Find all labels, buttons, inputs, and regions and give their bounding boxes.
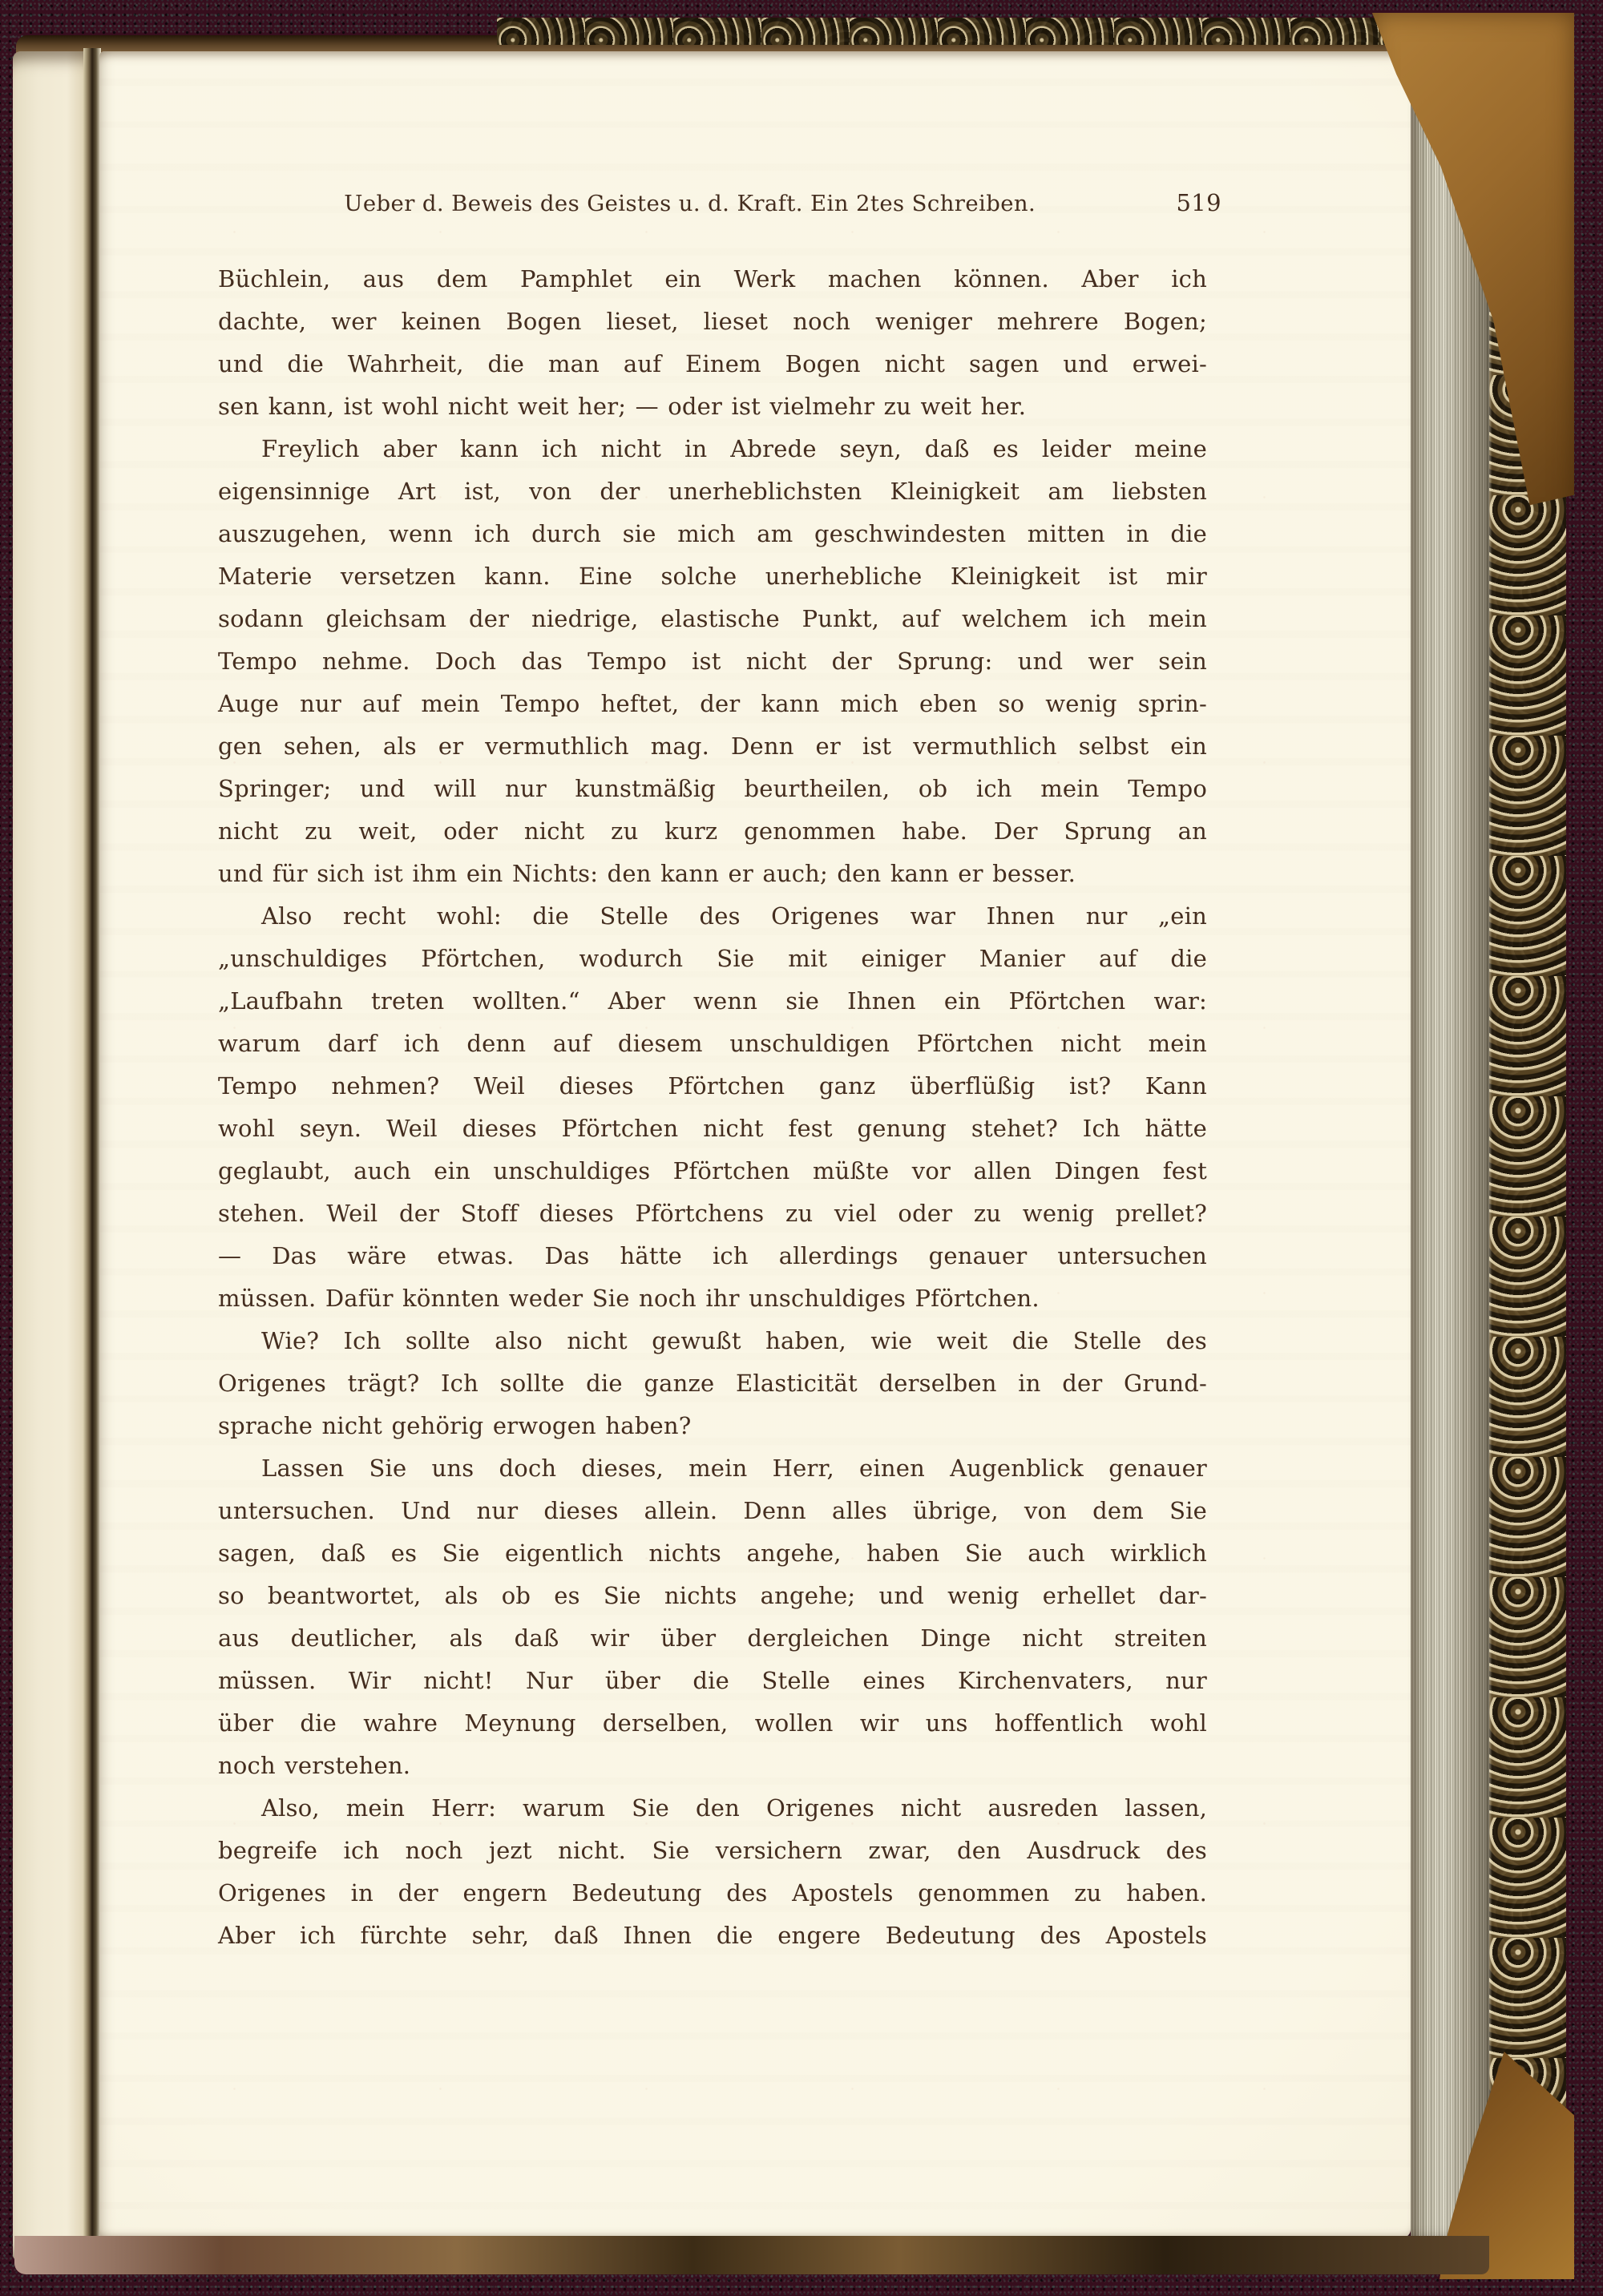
text-line: warum darf ich denn auf diesem unschuldigen Pförtchen nicht mein	[218, 1030, 1207, 1057]
text-line: Also recht wohl: die Stelle des Origenes war Ihnen nur „ein	[261, 902, 1207, 930]
text-line: stehen. Weil der Stoff dieses Pförtchens zu viel oder zu wenig prellet?	[218, 1200, 1207, 1227]
text-line: noch verstehen.	[218, 1752, 411, 1779]
book-page	[99, 51, 1411, 2237]
text-line: „Laufbahn treten wollten.“ Aber wenn sie Ihnen ein Pförtchen war:	[218, 987, 1207, 1015]
text-line: geglaubt, auch ein unschuldiges Pförtchen müßte vor allen Dingen fest	[218, 1157, 1207, 1184]
text-line: dachte, wer keinen Bogen lieset, lieset noch weniger mehrere Bogen;	[218, 308, 1207, 335]
text-line: sagen, daß es Sie eigentlich nichts angehe, haben Sie auch wirklich	[218, 1539, 1207, 1567]
text-line: Büchlein, aus dem Pamphlet ein Werk machen können. Aber ich	[218, 265, 1207, 293]
text-line: sodann gleichsam der niedrige, elastische Punkt, auf welchem ich mein	[218, 605, 1207, 632]
text-line: sen kann, ist wohl nicht weit her; — oder ist vielmehr zu weit her.	[218, 393, 1027, 420]
text-line: sprache nicht gehörig erwogen haben?	[218, 1412, 692, 1439]
gutter-shadow	[83, 48, 101, 2263]
text-line: Also, mein Herr: warum Sie den Origenes nicht ausreden lassen,	[261, 1794, 1207, 1822]
text-line: und die Wahrheit, die man auf Einem Bogen nicht sagen und erwei-	[218, 350, 1207, 377]
text-line: Springer; und will nur kunstmäßig beurtheilen, ob ich mein Tempo	[218, 775, 1207, 802]
text-line: wohl seyn. Weil dieses Pförtchen nicht fest genung stehet? Ich hätte	[218, 1115, 1207, 1142]
text-line: und für sich ist ihm ein Nichts: den kann er auch; den kann er besser.	[218, 860, 1076, 887]
facing-page-sliver	[13, 51, 85, 2260]
text-block	[218, 258, 1207, 1965]
running-header	[218, 189, 1221, 224]
running-title: Ueber d. Beweis des Geistes u. d. Kraft. Ein 2tes Schreiben.	[344, 191, 1036, 216]
text-line: müssen. Wir nicht! Nur über die Stelle eines Kirchenvaters, nur	[218, 1667, 1207, 1694]
text-line: Materie versetzen kann. Eine solche unerhebliche Kleinigkeit ist mir	[218, 563, 1207, 590]
text-line: über die wahre Meynung derselben, wollen wir uns hoffentlich wohl	[218, 1709, 1207, 1737]
text-line: untersuchen. Und nur dieses allein. Denn alles übrige, von dem Sie	[218, 1497, 1207, 1524]
text-line: Freylich aber kann ich nicht in Abrede seyn, daß es leider meine	[261, 435, 1207, 462]
text-line: „unschuldiges Pförtchen, wodurch Sie mit einiger Manier auf die	[218, 945, 1207, 972]
text-line: aus deutlicher, als daß wir über dergleichen Dinge nicht streiten	[218, 1624, 1207, 1652]
text-line: Tempo nehmen? Weil dieses Pförtchen ganz überflüßig ist? Kann	[218, 1072, 1207, 1100]
text-line: Tempo nehme. Doch das Tempo ist nicht der Sprung: und wer sein	[218, 648, 1207, 675]
text-line: so beantwortet, als ob es Sie nichts angehe; und wenig erhellet dar-	[218, 1582, 1207, 1609]
text-line: Aber ich fürchte sehr, daß Ihnen die engere Bedeutung des Apostels	[218, 1922, 1207, 1949]
text-line: Lassen Sie uns doch dieses, mein Herr, einen Augenblick genauer	[261, 1455, 1207, 1482]
text-line: begreife ich noch jezt nicht. Sie versichern zwar, den Ausdruck des	[218, 1837, 1207, 1864]
top-marbled-cover-strip	[497, 18, 1427, 45]
text-line: Auge nur auf mein Tempo heftet, der kann mich eben so wenig sprin-	[218, 690, 1207, 717]
fore-edge-page-stack	[1411, 46, 1491, 2247]
text-line: müssen. Dafür könnten weder Sie noch ihr unschuldiges Pförtchen.	[218, 1285, 1040, 1312]
text-line: Origenes in der engern Bedeutung des Apostels genommen zu haben.	[218, 1879, 1207, 1907]
page-number: 519	[1176, 189, 1221, 216]
text-line: gen sehen, als er vermuthlich mag. Denn er ist vermuthlich selbst ein	[218, 732, 1207, 760]
text-line: nicht zu weit, oder nicht zu kurz genommen habe. Der Sprung an	[218, 817, 1207, 845]
text-line: auszugehen, wenn ich durch sie mich am geschwindesten mitten in die	[218, 520, 1207, 547]
page-bottom-edge	[14, 2236, 1489, 2274]
text-line: — Das wäre etwas. Das hätte ich allerdings genauer untersuchen	[218, 1242, 1207, 1269]
text-line: eigensinnige Art ist, von der unerheblichsten Kleinigkeit am liebsten	[218, 478, 1207, 505]
text-line: Origenes trägt? Ich sollte die ganze Elasticität derselben in der Grund-	[218, 1370, 1207, 1397]
text-line: Wie? Ich sollte also nicht gewußt haben, wie weit die Stelle des	[261, 1327, 1207, 1354]
